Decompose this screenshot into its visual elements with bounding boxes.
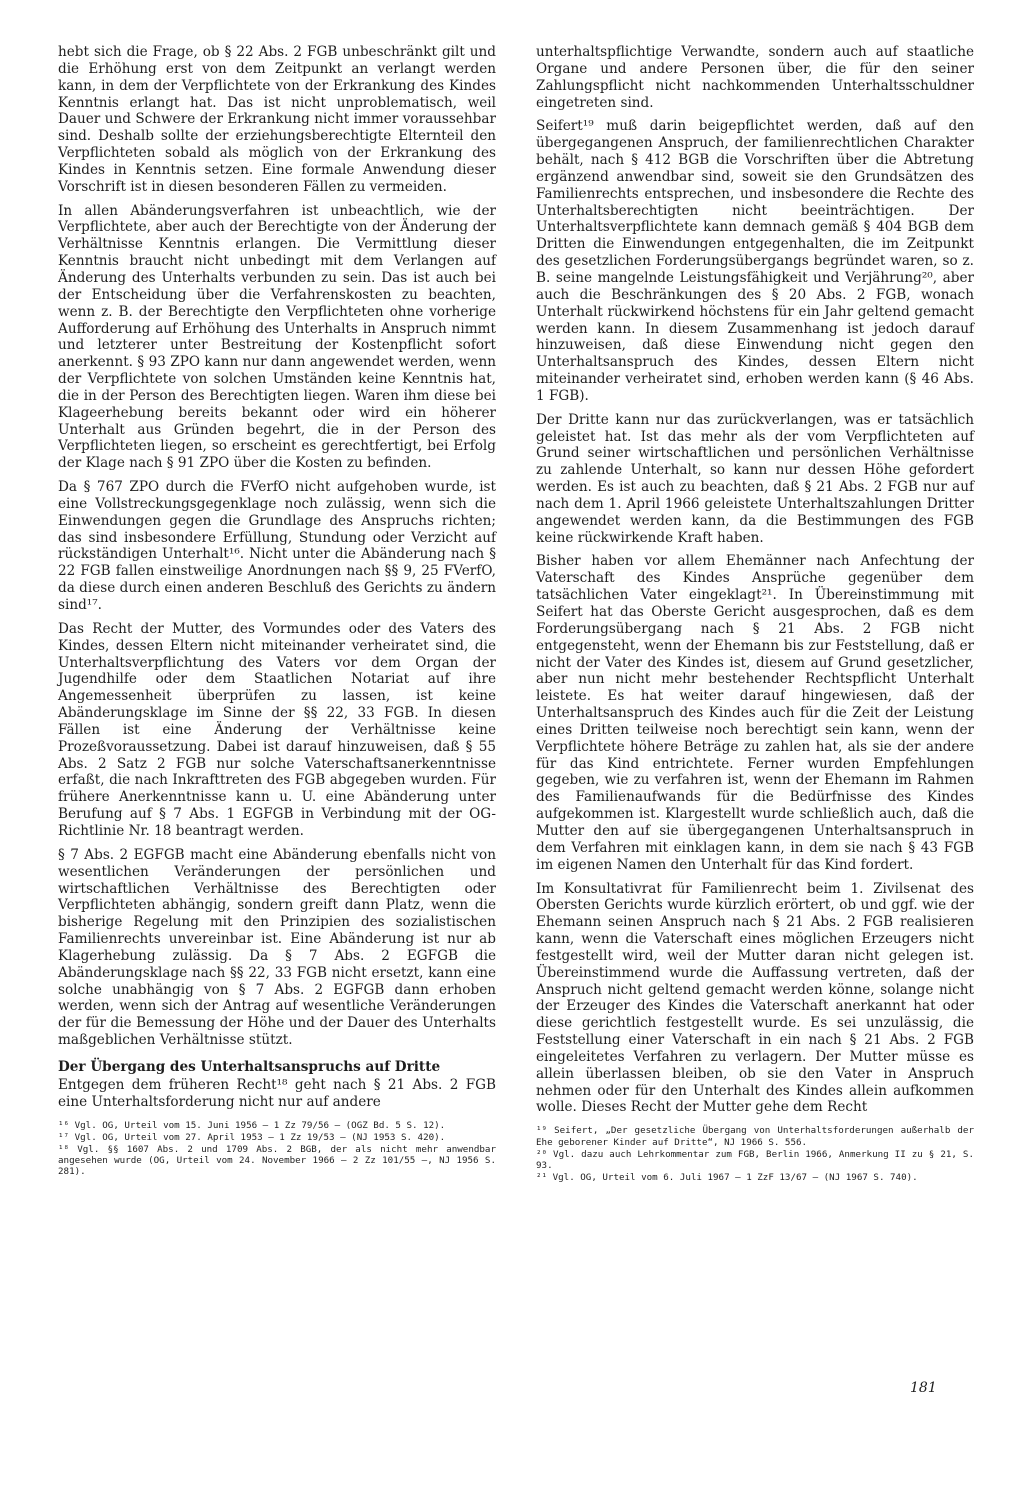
footnote: ¹⁶ Vgl. OG, Urteil vom 15. Juni 1956 – 1 Zz 79/56 – (OGZ Bd. 5 S. 12).: [58, 1119, 446, 1131]
paragraph: hebt sich die Frage, ob § 22 Abs. 2 FGB unbeschränkt gilt und die Erhöhung erst von dem Zeitpunkt an verlangt werden kann, in dem der Verpflichtete von der Erkrankung des Kindes Kenntnis erlangt hat. Das ist nicht unproblematisch, weil Dauer und Schwere der Erkrankung nicht immer voraussehbar sind. Deshalb sollte der erziehungsberechtigte Elternteil den Verpflichteten sobald als möglich von der Erkrankung des Kindes in Kenntnis setzen. Eine formale Anwendung dieser Vorschrift ist in diesen besonderen Fällen zu vermeiden.: [58, 44, 496, 195]
paragraph: Im Konsultativrat für Familienrecht beim 1. Zivilsenat des Obersten Gerichts wurde kürzlich erörtert, ob und ggf. wie der Ehemann seinen Anspruch nach § 21 Abs. 2 FGB realisieren kann, wenn die Vaterschaft eines möglichen Erzeugers nicht festgestellt wird, weil der Mutter daran nicht gelegen ist. Übereinstimmend wurde die Auffassung vertreten, daß der Anspruch nicht geltend gemacht werden könne, solange nicht der Erzeuger des Kindes die Vaterschaft anerkannt hat oder diese gerichtlich festgestellt wurde. Es sei unzulässig, die Feststellung einer Vaterschaft in ein nach § 21 Abs. 2 FGB eingeleitetes Verfahren zu verlagern. Der Mutter müsse es allein überlassen bleiben, ob sie den Vater in Anspruch nehmen oder für den Unterhalt des Kindes allein aufkommen wolle. Dieses Recht der Mutter gehe dem Recht: [536, 880, 974, 1116]
footnotes-left: [58, 1120, 496, 1178]
page-number: 181: [910, 1380, 937, 1396]
paragraph: In allen Abänderungsverfahren ist unbeachtlich, wie der Verpflichtete, aber auch der Berechtigte von der Änderung der Verhältnisse Kenntnis erlangen. Die Vermittlung dieser Kenntnis braucht nicht unbedingt mit dem Verlangen auf Änderung des Unterhalts verbunden zu sein. Das ist auch bei der Entscheidung über die Verfahrenskosten zu beachten, wenn z. B. der Berechtigte den Verpflichteten ohne vorherige Aufforderung auf Erhöhung des Unterhalts in Anspruch nimmt und letzterer unter Bestreitung der Kostenpflicht sofort anerkennt. § 93 ZPO kann nur dann angewendet werden, wenn der Verpflichtete von solchen Umständen keine Kenntnis hat, die in der Person des Berechtigten liegen. Waren ihm diese bei Klageerhebung bereits bekannt oder wird ein höherer Unterhalt aus Gründen begehrt, die in der Person des Verpflichteten liegen, so erscheint es gerechtfertigt, bei Erfolg der Klage nach § 91 ZPO über die Kosten zu befinden.: [58, 202, 496, 472]
footnote: ¹⁹ Seifert, „Der gesetzliche Übergang von Unterhaltsforderungen außerhalb der Ehe geborener Kinder auf Dritte“, NJ 1966 S. 556.: [536, 1125, 974, 1148]
paragraph: Seifert¹⁹ muß darin beigepflichtet werden, daß auf den übergegangenen Anspruch, der familienrechtlichen Charakter behält, nach § 412 BGB die Vorschriften über die Abtretung ergänzend anwendbar sind, soweit sie den Grundsätzen des Familienrechts entsprechen, und insbesondere die Rechte des Unterhaltsberechtigten nicht beeinträchtigen. Der Unterhaltsverpflichtete kann demnach gemäß § 404 BGB dem Dritten die Einwendungen entgegenhalten, die im Zeitpunkt des gesetzlichen Forderungsübergangs begründet waren, so z. B. seine mangelnde Leistungsfähigkeit und Verjährung²⁰, aber auch die Beschränkungen des § 20 Abs. 2 FGB, wonach Unterhalt rückwirkend höchstens für ein Jahr geltend gemacht werden kann. In diesem Zusammenhang ist jedoch darauf hinzuweisen, daß diese Einwendung nicht gegen den Unterhaltsanspruch des Kindes, dessen Eltern nicht miteinander verheiratet sind, erhoben werden kann (§ 46 Abs. 1 FGB).: [536, 118, 974, 404]
right-column: [536, 44, 974, 1184]
paragraph: Entgegen dem früheren Recht¹⁸ geht nach § 21 Abs. 2 FGB eine Unterhaltsforderung nicht nur auf andere: [58, 1076, 496, 1110]
footnote: ²⁰ Vgl. dazu auch Lehrkommentar zum FGB, Berlin 1966, Anmerkung II zu § 21, S. 93.: [536, 1148, 974, 1171]
footnote: ¹⁸ Vgl. §§ 1607 Abs. 2 und 1709 Abs. 2 BGB, der als nicht mehr anwendbar angesehen wurde (OG, Urteil vom 24. November 1966 – 2 Zz 101/55 –, NJ 1956 S. 281).: [58, 1144, 496, 1178]
section-heading: Der Übergang des Unterhaltsanspruchs auf Dritte: [58, 1058, 441, 1075]
footnote: ¹⁷ Vgl. OG, Urteil vom 27. April 1953 – 1 Zz 19/53 – (NJ 1953 S. 420).: [58, 1131, 446, 1143]
paragraph: § 7 Abs. 2 EGFGB macht eine Abänderung ebenfalls nicht von wesentlichen Veränderungen der persönlichen und wirtschaftlichen Verhältnisse des Berechtigten oder Verpflichteten abhängig, sondern greift dann Platz, wenn die bisherige Regelung mit den Prinzipien des sozialistischen Familienrechts unvereinbar ist. Eine Abänderung ist nur ab Klagerhebung zulässig. Da § 7 Abs. 2 EGFGB die Abänderungsklage nach §§ 22, 33 FGB nicht ersetzt, kann eine solche unabhängig von § 7 Abs. 2 EGFGB dann erhoben werden, wenn sich der Antrag auf wesentliche Veränderungen der für die Bemessung der Höhe und der Dauer des Unterhalts maßgeblichen Verhältnisse stützt.: [58, 846, 496, 1049]
left-column: [58, 44, 496, 1179]
footnotes-right: [536, 1125, 974, 1183]
paragraph: Da § 767 ZPO durch die FVerfO nicht aufgehoben wurde, ist eine Vollstreckungsgegenklage noch zulässig, wenn sich die Einwendungen gegen die Grundlage des Anspruchs richten; das sind insbesondere Erfüllung, Stundung oder Verzicht auf rückständigen Unterhalt¹⁶. Nicht unter die Abänderung nach § 22 FGB fallen einstweilige Anordnungen nach §§ 9, 25 FVerfO, da diese durch einen anderen Beschluß des Gerichts zu ändern sind¹⁷.: [58, 479, 496, 613]
paragraph: Das Recht der Mutter, des Vormundes oder des Vaters des Kindes, dessen Eltern nicht miteinander verheiratet sind, die Unterhaltsverpflichtung des Vaters vor dem Organ der Jugendhilfe oder dem Staatlichen Notariat auf ihre Angemessenheit überprüfen zu lassen, ist keine Abänderungsklage im Sinne der §§ 22, 33 FGB. In diesen Fällen ist eine Änderung der Verhältnisse keine Prozeßvoraussetzung. Dabei ist darauf hinzuweisen, daß § 55 Abs. 2 Satz 2 FGB nur solche Vaterschaftsanerkenntnisse erfaßt, die nach Inkrafttreten des FGB abgegeben wurden. Für frühere Anerkenntnisse kann u. U. eine Abänderung unter Berufung auf § 7 Abs. 1 EGFGB in Verbindung mit der OG-Richtlinie Nr. 18 beantragt werden.: [58, 620, 496, 839]
paragraph: Der Dritte kann nur das zurückverlangen, was er tatsächlich geleistet hat. Ist das mehr als der vom Verpflichteten auf Grund seiner wirtschaftlichen und persönlichen Verhältnisse zu zahlende Unterhalt, so kann nur dessen Höhe gefordert werden. Es ist auch zu beachten, daß § 21 Abs. 2 FGB nur auf nach dem 1. April 1966 geleistete Unterhaltszahlungen Dritter angewendet werden kann, da die Bestimmungen des FGB keine rückwirkende Kraft haben.: [536, 411, 974, 546]
paragraph: unterhaltspflichtige Verwandte, sondern auch auf staatliche Organe und andere Personen über, die für den seiner Zahlungspflicht nicht nachkommenden Unterhaltsschuldner eingetreten sind.: [536, 44, 974, 111]
footnote: ²¹ Vgl. OG, Urteil vom 6. Juli 1967 – 1 ZzF 13/67 – (NJ 1967 S. 740).: [536, 1172, 918, 1184]
paragraph: Bisher haben vor allem Ehemänner nach Anfechtung der Vaterschaft des Kindes Ansprüche gegenüber dem tatsächlichen Vater eingeklagt²¹. In Übereinstimmung mit Seifert hat das Oberste Gericht ausgesprochen, daß es dem Forderungsübergang nach § 21 Abs. 2 FGB nicht entgegensteht, wenn der Ehemann bis zur Feststellung, daß er nicht der Vater des Kindes ist, diesem auf Grund gesetzlicher, aber nun nicht mehr bestehender Rechtspflicht Unterhalt leistete. Es hat weiter darauf hingewiesen, daß der Unterhaltsanspruch des Kindes auch für die Zeit der Leistung eines Dritten teilweise noch berechtigt sein kann, wenn der Verpflichtete höhere Beträge zu zahlen hat, als sie der andere für das Kind entrichtete. Ferner wurden Empfehlungen gegeben, wie zu verfahren ist, wenn der Ehemann im Rahmen des Familienaufwands für die Bedürfnisse des Kindes aufgekommen ist. Klargestellt wurde schließlich auch, daß die Mutter den auf sie übergegangenen Unterhaltsanspruch in dem Verfahren mit einklagen kann, in dem sie nach § 43 FGB im eigenen Namen den Unterhalt für das Kind fordert.: [536, 553, 974, 873]
